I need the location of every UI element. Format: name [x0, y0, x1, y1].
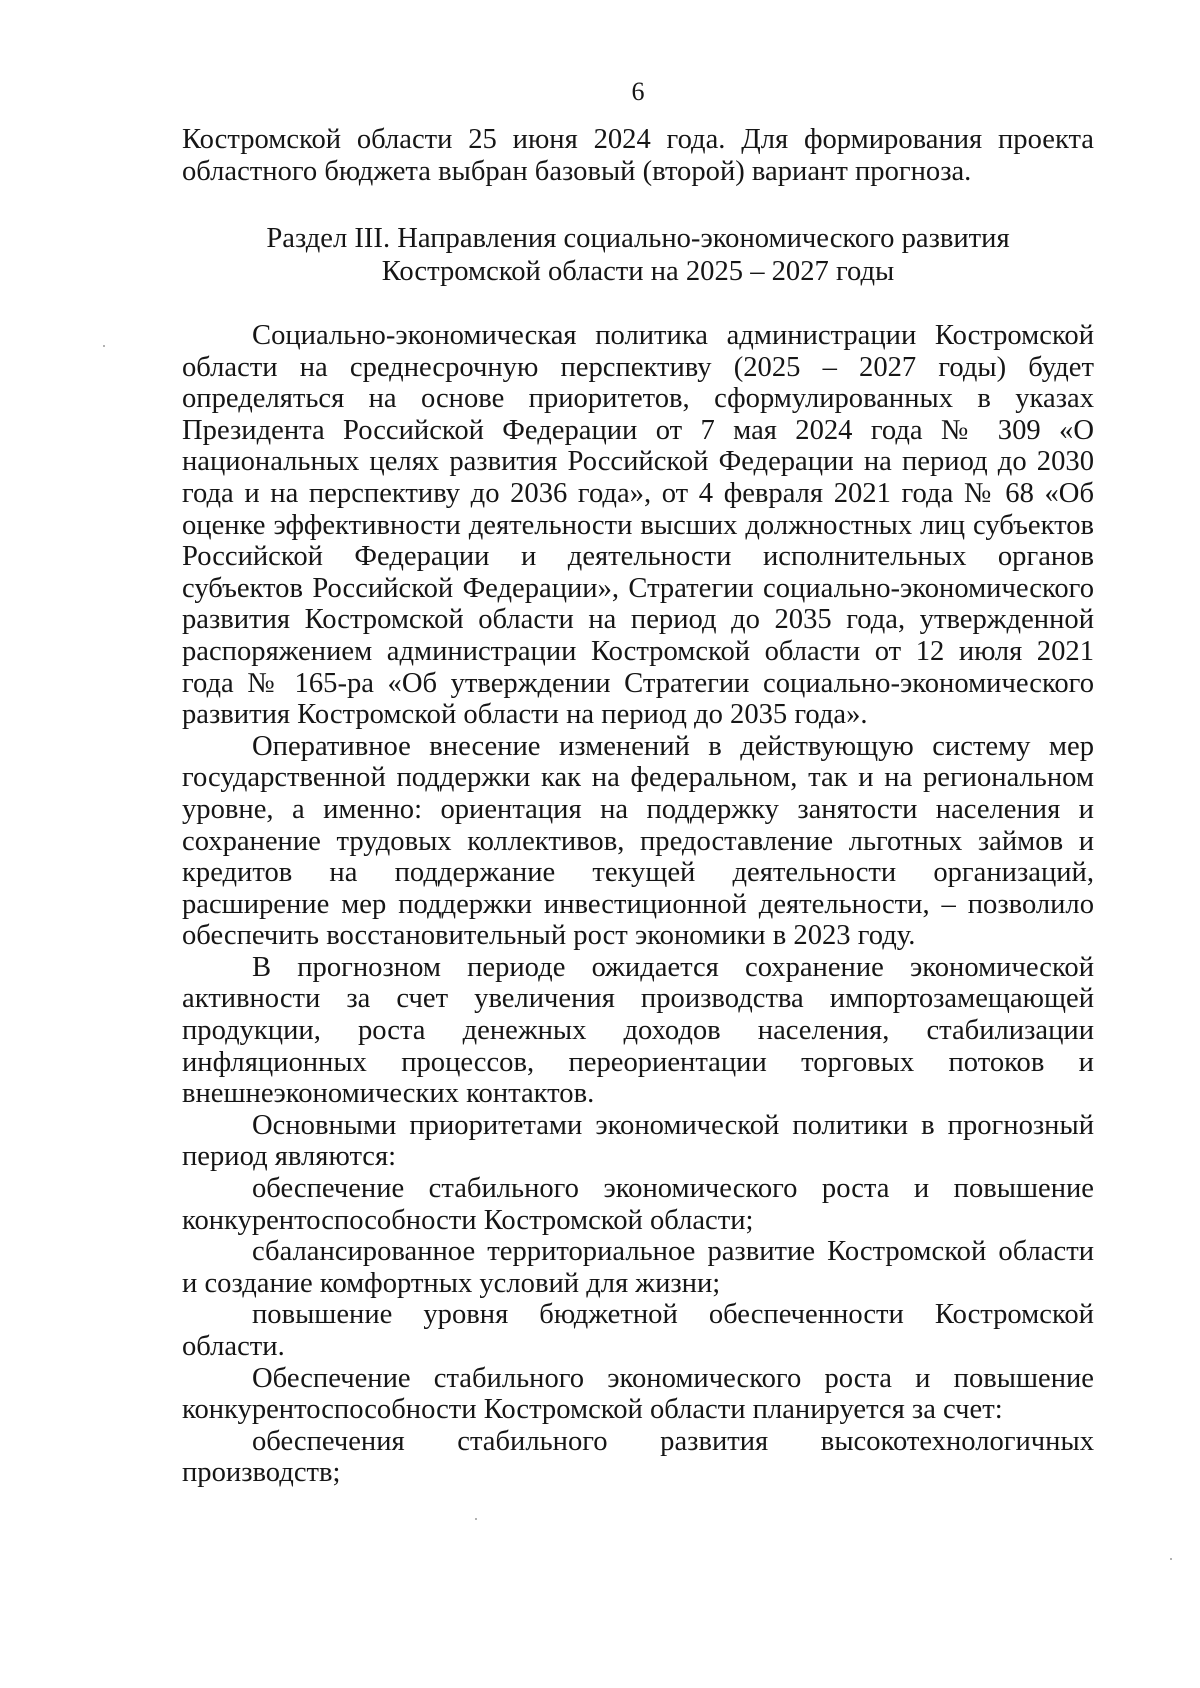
list-item-priority-budget: повышение уровня бюджетной обеспеченности Костромской области.	[182, 1299, 1094, 1362]
list-item-priority-territorial: сбалансированное территориальное развитие Костромской области и создание комфортных условий для жизни;	[182, 1236, 1094, 1299]
scan-speck	[103, 345, 105, 347]
paragraph-priorities-intro: Основными приоритетами экономической политики в прогнозный период являются:	[182, 1109, 1094, 1173]
intro-block	[182, 124, 1094, 187]
list-item-priority-growth: обеспечение стабильного экономического роста и повышение конкурентоспособности Костромской области;	[182, 1173, 1094, 1236]
paragraph-growth-means-intro: Обеспечение стабильного экономического роста и повышение конкурентоспособности Костромской области планируется за счет:	[182, 1362, 1094, 1426]
page-number: 6	[631, 77, 645, 106]
paragraph-support-measures: Оперативное внесение изменений в действующую систему мер государственной поддержки как на федеральном, так и на региональном уровне, а именно: ориентация на поддержку занятости населения и сохранение трудовых коллективов, предоставление льготных займов и кредитов на поддержание текущей деятельности организаций, расширение мер поддержки инвестиционной деятельности, – позволило обеспечить восстановительный рост экономики в 2023 году.	[182, 730, 1094, 952]
scan-speck	[1170, 1558, 1172, 1560]
list-item-high-tech: обеспечения стабильного развития высокотехнологичных производств;	[182, 1425, 1094, 1489]
paragraph-policy-basis: Социально-экономическая политика администрации Костромской области на среднесрочную перспективу (2025 – 2027 годы) будет определяться на основе приоритетов, сформулированных в указах Президента Российской Федерации от 7 мая 2024 года № 309 «О национальных целях развития Российской Федерации на период до 2030 года и на перспективу до 2036 года», от 4 февраля 2021 года № 68 «Об оценке эффективности деятельности высших должностных лиц субъектов Российской Федерации и деятельности исполнительных органов субъектов Российской Федерации», Стратегии социально-экономического развития Костромской области на период до 2035 года, утвержденной распоряжением администрации Костромской области от 12 июля 2021 года № 165-ра «Об утверждении Стратегии социально-экономического развития Костромской области на период до 2035 года».	[182, 320, 1094, 731]
intro-paragraph: Костромской области 25 июня 2024 года. Для формирования проекта областного бюджета выбран базовый (второй) вариант прогноза.	[182, 124, 1094, 187]
paragraph-forecast-activity: В прогнозном периоде ожидается сохранение экономической активности за счет увеличения производства импортозамещающей продукции, роста денежных доходов населения, стабилизации инфляционных процессов, переориентации торговых потоков и внешнеэкономических контактов.	[182, 951, 1094, 1110]
scan-speck	[475, 1518, 477, 1520]
section-title-line-2: Костромской области на 2025 – 2027 годы	[381, 256, 895, 287]
body-text	[182, 320, 1094, 1489]
section-title-line-1: Раздел III. Направления социально-экономического развития	[266, 223, 1010, 254]
section-title	[182, 222, 1094, 288]
